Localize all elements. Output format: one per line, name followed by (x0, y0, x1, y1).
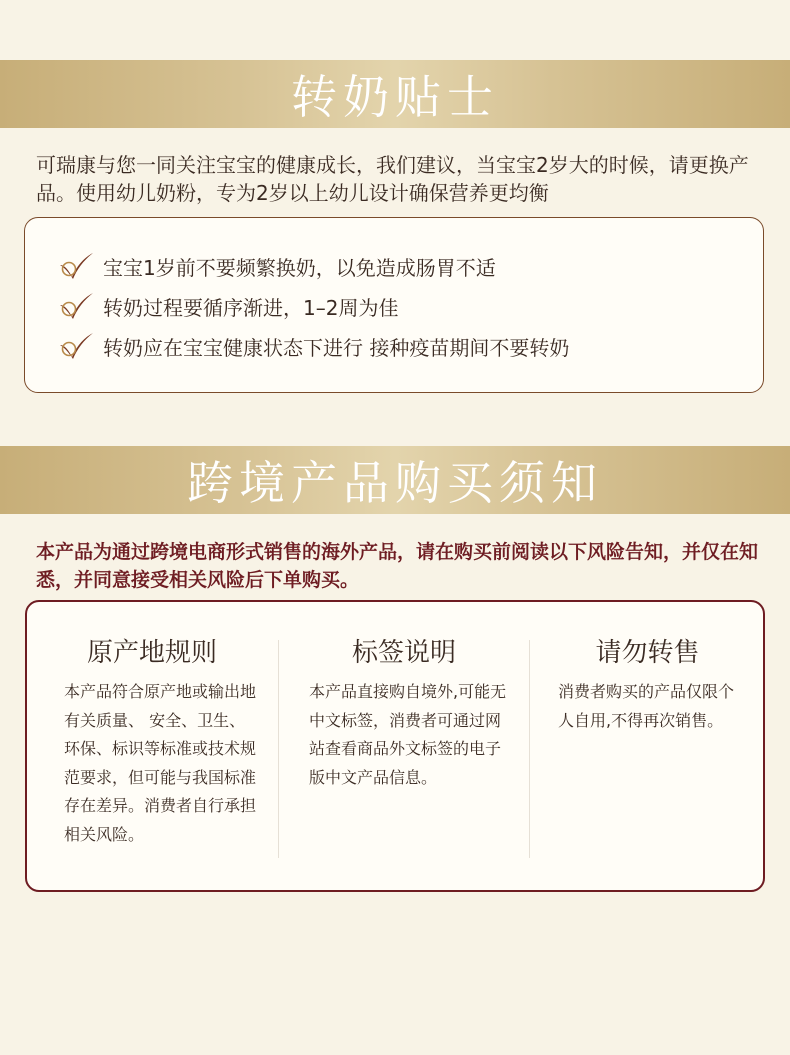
tips-intro: 可瑞康与您一同关注宝宝的健康成长，我们建议，当宝宝2岁大的时候，请更换产品。使用幼儿奶粉，专为2岁以上幼儿设计确保营养更均衡 (36, 153, 749, 205)
rule-heading: 原产地规则 (86, 638, 217, 668)
purchase-rules-panel (25, 600, 765, 892)
tip-text: 宝宝1岁前不要频繁换奶，以免造成肠胃不适 (103, 255, 496, 280)
check-icon (57, 331, 95, 361)
tips-banner (0, 60, 790, 128)
tips-list (24, 217, 764, 393)
list-item (57, 291, 398, 321)
list-item (57, 331, 569, 361)
tip-text: 转奶应在宝宝健康状态下进行 接种疫苗期间不要转奶 (103, 335, 570, 360)
check-icon (57, 251, 95, 281)
purchase-notice-intro: 本产品为通过跨境电商形式销售的海外产品，请在购买前阅读以下风险告知，并仅在知悉，并同意接受相关风险后下单购买。 (36, 541, 759, 591)
rule-column-label (279, 602, 529, 890)
rule-body: 本产品直接购自境外,可能无中文标签，消费者可通过网站查看商品外文标签的电子版中文产品信息。 (309, 682, 507, 787)
tip-text: 转奶过程要循序渐进，1–2周为佳 (103, 295, 399, 320)
tips-title: 转奶贴士 (291, 70, 499, 124)
rule-heading: 请勿转售 (595, 638, 700, 668)
purchase-notice-banner (0, 446, 790, 514)
rule-body: 消费者购买的产品仅限个人自用,不得再次销售。 (558, 682, 735, 730)
rule-heading: 标签说明 (351, 638, 456, 668)
rule-body: 本产品符合原产地或输出地有关质量、 安全、卫生、环保、标识等标准或技术规范要求，但可能与我国标准存在差异。消费者自行承担相关风险。 (64, 682, 257, 844)
rule-column-resale (530, 602, 765, 890)
rule-column-origin (27, 602, 277, 890)
list-item (57, 251, 496, 281)
check-icon (57, 291, 95, 321)
purchase-notice-title: 跨境产品购买须知 (187, 456, 603, 510)
